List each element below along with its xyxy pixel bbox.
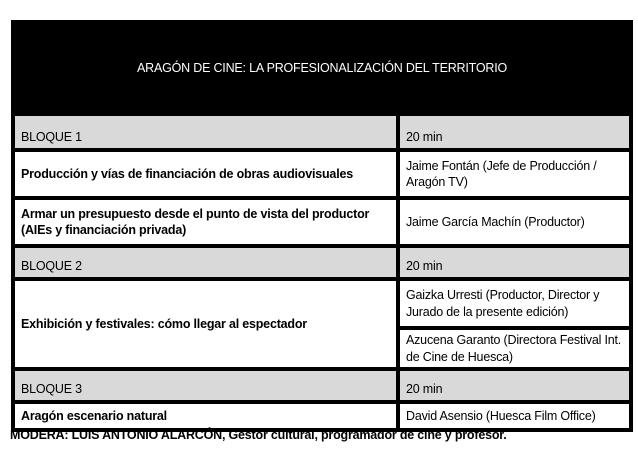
speaker-cell: David Asensio (Huesca Film Office)	[398, 402, 631, 430]
block-label: BLOQUE 3	[13, 369, 398, 402]
table-row-escenario	[13, 402, 631, 430]
block-duration: 20 min	[398, 369, 631, 402]
speaker-cell: Azucena Garanto (Directora Festival Int. de Cine de Huesca)	[398, 328, 631, 369]
speaker-cell: Jaime Fontán (Jefe de Producción / Aragón TV)	[398, 150, 631, 198]
schedule-table	[11, 20, 633, 432]
table-row-bloque-3	[13, 369, 631, 402]
topic-cell: Armar un presupuesto desde el punto de vista del productor (AIEs y financiación privada)	[13, 198, 398, 246]
topic-cell: Producción y vías de financiación de obras audiovisuales	[13, 150, 398, 198]
page-title: ARAGÓN DE CINE: LA PROFESIONALIZACIÓN DEL TERRITORIO	[13, 22, 631, 114]
moderator-note: MODERA: LUIS ANTONIO ALARCÓN, Gestor cultural, programador de cine y profesor.	[10, 428, 507, 442]
table-row-produccion	[13, 150, 631, 198]
table-row-presupuesto	[13, 198, 631, 246]
topic-cell: Exhibición y festivales: cómo llegar al espectador	[13, 279, 398, 369]
table-row-exhibicion	[13, 279, 631, 328]
topic-cell: Aragón escenario natural	[13, 402, 398, 430]
speaker-cell: Jaime García Machín (Productor)	[398, 198, 631, 246]
block-label: BLOQUE 1	[13, 114, 398, 150]
block-duration: 20 min	[398, 114, 631, 150]
block-label: BLOQUE 2	[13, 246, 398, 279]
block-duration: 20 min	[398, 246, 631, 279]
speaker-cell: Gaizka Urresti (Productor, Director y Jurado de la presente edición)	[398, 279, 631, 328]
table-row-bloque-1	[13, 114, 631, 150]
table-row-bloque-2	[13, 246, 631, 279]
table-header-row	[13, 22, 631, 114]
